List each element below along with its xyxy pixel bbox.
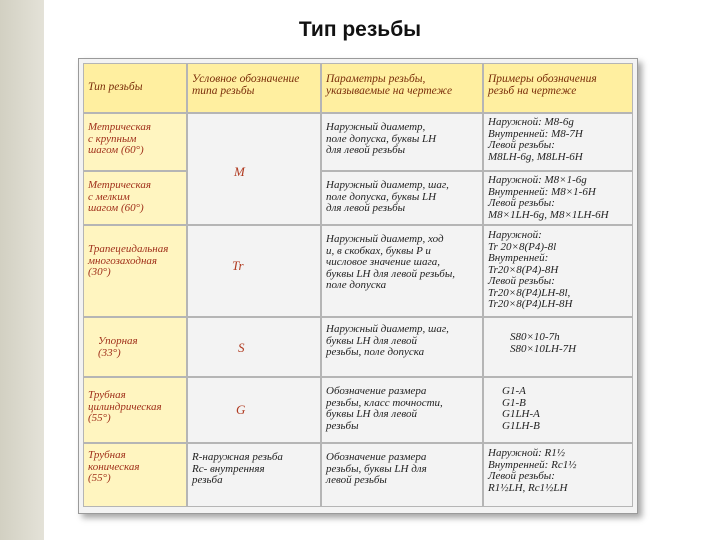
- row-buttress-type: Упорная (33°): [83, 317, 187, 377]
- row-buttress-params: Наружный диаметр, шаг, буквы LH для левой резьбы, поле допуска: [321, 317, 483, 377]
- thread-types-table: [78, 58, 638, 514]
- row-pipe-cylindrical-examples: G1-A G1-B G1LH-A G1LH-B: [483, 377, 633, 443]
- row-metric-coarse-examples: Наружной: M8-6g Внутренней: M8-7H Левой резьбы: M8LH-6g, M8LH-6H: [483, 113, 633, 171]
- row-pipe-cylindrical-type: Трубная цилиндрическая (55°): [83, 377, 187, 443]
- row-trapezoidal-type: Трапецеидальная многозаходная (30°): [83, 225, 187, 317]
- row-metric-symbol: M: [187, 113, 321, 225]
- row-metric-coarse-type: Метрическая с крупным шагом (60°): [83, 113, 187, 171]
- row-metric-fine-params: Наружный диаметр, шаг, поле допуска, буквы LH для левой резьбы: [321, 171, 483, 225]
- header-type: Тип резьбы: [83, 63, 187, 113]
- left-decor-bar: [0, 0, 44, 540]
- row-buttress-examples: S80×10-7h S80×10LH-7H: [483, 317, 633, 377]
- row-pipe-cylindrical-symbol: G: [187, 377, 321, 443]
- row-metric-fine-type: Метрическая с мелким шагом (60°): [83, 171, 187, 225]
- header-examples: Примеры обозначения резьб на чертеже: [483, 63, 633, 113]
- slide-title: Тип резьбы: [298, 18, 422, 41]
- row-pipe-conical-symbol: R-наружная резьба Rc- внутренняя резьба: [187, 443, 321, 507]
- header-symbol: Условное обозначение типа резьбы: [187, 63, 321, 113]
- row-pipe-conical-examples: Наружной: R1½ Внутренней: Rc1½ Левой резьбы: R1½LH, Rc1½LH: [483, 443, 633, 507]
- row-trapezoidal-examples: Наружной: Tr 20×8(P4)-8l Внутренней: Tr20×8(P4)-8H Левой резьбы: Tr20×8(P4)LH-8l, Tr20×8(P4)LH-8H: [483, 225, 633, 317]
- row-trapezoidal-symbol: Tr: [187, 225, 321, 317]
- row-buttress-symbol: S: [187, 317, 321, 377]
- header-params: Параметры резьбы, указываемые на чертеже: [321, 63, 483, 113]
- row-trapezoidal-params: Наружный диаметр, ход и, в скобках, буквы P и числовое значение шага, буквы LH для левой резьбы, поле допуска: [321, 225, 483, 317]
- row-pipe-conical-params: Обозначение размера резьбы, буквы LH для левой резьбы: [321, 443, 483, 507]
- row-metric-coarse-params: Наружный диаметр, поле допуска, буквы LH для левой резьбы: [321, 113, 483, 171]
- row-pipe-conical-type: Трубная коническая (55°): [83, 443, 187, 507]
- row-metric-fine-examples: Наружной: M8×1-6g Внутренней: M8×1-6H Левой резьбы: M8×1LH-6g, M8×1LH-6H: [483, 171, 633, 225]
- row-pipe-cylindrical-params: Обозначение размера резьбы, класс точности, буквы LH для левой резьбы: [321, 377, 483, 443]
